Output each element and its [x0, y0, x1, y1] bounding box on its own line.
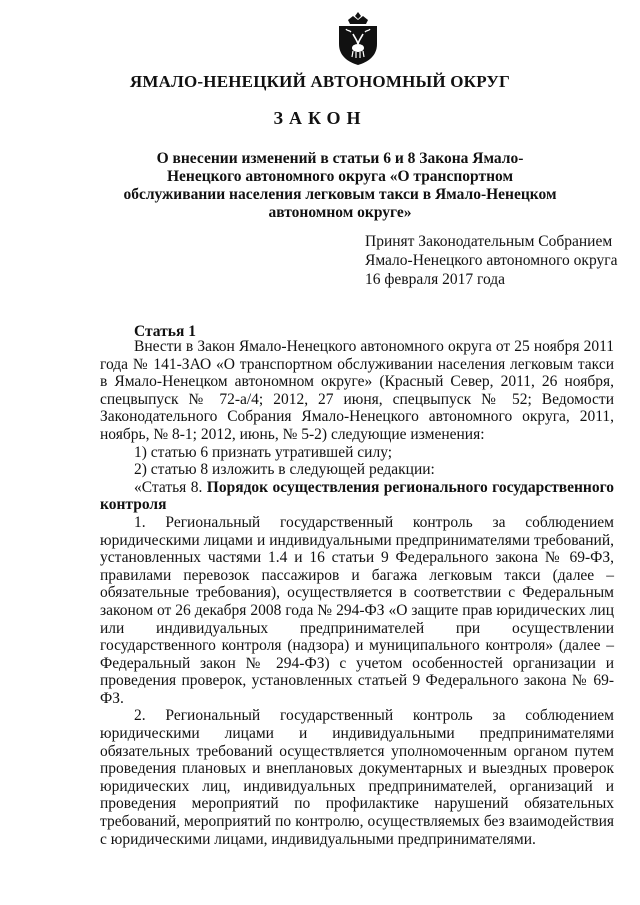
paragraph: 1. Региональный государственный контроль за соблюдением юридическими лицами и индивидуальными предпринимателями требований, установленных частями 1.4 и 16 статьи 9 Федерального закона № 69-ФЗ, правилами перевозок пассажиров и багажа легковым такси (далее – обязательные требования), осуществляется в соответствии с Федеральным законом от 26 декабря 2008 года № 294-ФЗ «О защите прав юридических лиц или индивидуальных предпринимателей при осуществлении государственного контроля (надзора) и муниципального контроля» (далее – Федеральный закон № 294-ФЗ) с учетом особенностей организации и проведения проверок, установленных статьей 9 Федерального закона № 69-ФЗ.: [100, 513, 614, 707]
adoption-date: 16 февраля 2017 года: [365, 271, 506, 288]
list-item: 1) статью 6 признать утратившей силу;: [134, 443, 393, 461]
article-heading: Статья 1: [134, 323, 196, 340]
adoption-line: Ямало-Ненецкого автономного округа: [365, 252, 618, 269]
new-article-number: «Статья 8.: [134, 478, 203, 496]
paragraph: 2. Региональный государственный контроль за соблюдением юридическими лицами и индивидуальными предпринимателями обязательных требований осуществляется уполномоченным органом путем проведения плановых и внеплановых документарных и выездных проверок юридических лиц, индивидуальных предпринимателей, организаций и проведения мероприятий по профилактике нарушений обязательных требований, мероприятий по контролю, осуществляемых без взаимодействия с юридическими лицами, индивидуальными предпринимателями.: [100, 707, 614, 848]
new-article-title: Порядок осуществления регионального государственного контроля: [100, 478, 614, 514]
article-intro: Внести в Закон Ямало-Ненецкого автономного округа от 25 ноября 2011 года № 141-ЗАО «О транспортном обслуживании населения легковым такси в Ямало-Ненецком автономном округе» (Красный Север, 2011, 26 ноября, спецвыпуск № 72-а/4; 2012, 27 июня, спецвыпуск № 52; Ведомости Законодательного Собрания Ямало-Ненецкого автономного округа, 2011, ноябрь, № 8-1; 2012, июнь, № 5-2) следующие изменения:: [100, 338, 614, 443]
adoption-note: [365, 232, 635, 289]
new-article-heading: [100, 479, 614, 514]
document-type: ЗАКОН: [273, 108, 367, 128]
law-title: О внесении изменений в статьи 6 и 8 Закона Ямало-Ненецкого автономного округа «О транспортном обслуживании населения легковым такси в Ямало-Ненецком автономном округе»: [123, 150, 557, 221]
coat-of-arms-icon: [333, 10, 383, 66]
list-item: 2) статью 8 изложить в следующей редакции:: [134, 461, 435, 479]
article-body: [100, 338, 614, 848]
region-title: ЯМАЛО-НЕНЕЦКИЙ АВТОНОМНЫЙ ОКРУГ: [129, 72, 511, 91]
adoption-line: Принят Законодательным Собранием: [365, 233, 613, 250]
